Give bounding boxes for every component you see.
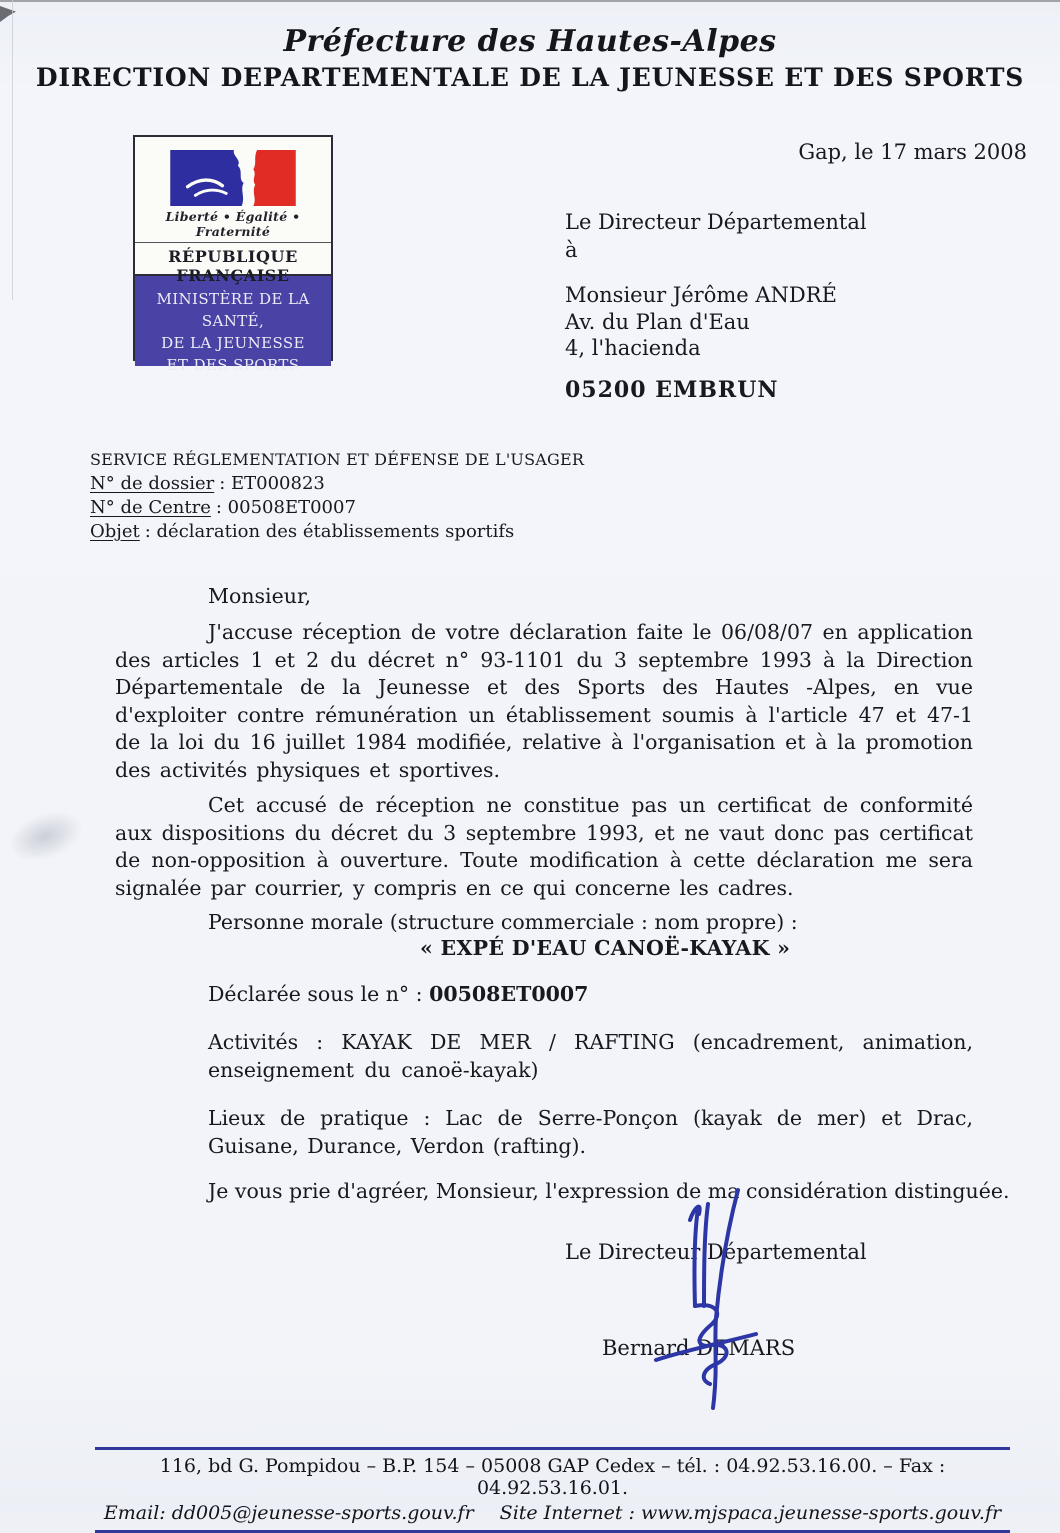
signature-title: Le Directeur Départemental	[565, 1240, 867, 1264]
marianne-flag-icon	[169, 150, 297, 206]
handwritten-signature	[652, 1186, 762, 1414]
letterhead	[0, 24, 1060, 92]
republique-francaise-logo	[135, 150, 331, 285]
prefecture-title: Préfecture des Hautes-Alpes	[283, 24, 777, 59]
objet-line	[90, 521, 514, 542]
footer-email: Email: dd005@jeunesse-sports.gouv.fr	[103, 1502, 474, 1524]
personne-morale-value: « EXPÉ D'EAU CANOË-KAYAK »	[420, 936, 791, 960]
scan-corner-mark	[0, 6, 16, 22]
closing-line: Je vous prie d'agréer, Monsieur, l'expression de ma considération distinguée.	[208, 1179, 1010, 1203]
government-logo-block	[133, 135, 333, 374]
dossier-value: : ET000823	[219, 473, 325, 494]
declaree-line	[208, 981, 588, 1009]
centre-value: : 00508ET0007	[215, 497, 356, 518]
footer-address-line: 116, bd G. Pompidou – B.P. 154 – 05008 GAP Cedex – tél. : 04.92.53.16.00. – Fax : 04.92.53.16.01.	[159, 1455, 946, 1499]
recipient-name: Monsieur Jérôme ANDRÉ	[565, 283, 837, 307]
recipient-address-1: Av. du Plan d'Eau	[565, 310, 750, 334]
to-word: à	[565, 238, 578, 262]
motto-text: Liberté • Égalité • Fraternité	[135, 209, 331, 243]
republique-text: RÉPUBLIQUE FRANÇAISE	[168, 247, 298, 285]
ministry-line2: DE LA JEUNESSE	[161, 334, 305, 352]
date-line: Gap, le 17 mars 2008	[798, 140, 1027, 164]
paragraph-2: Cet accusé de réception ne constitue pas un certificat de conformité aux dispositions du décret du 3 septembre 1993, et ne vaut donc pas certificat de non-opposition à ouverture. Toute modification à cette déclaration me sera signalée par courrier, y compris en ce qui concerne les cadres.	[115, 793, 973, 900]
scan-top-edge	[0, 0, 1060, 2]
direction-subtitle: DIRECTION DEPARTEMENTALE DE LA JEUNESSE ET DES SPORTS	[35, 63, 1025, 92]
objet-value: : déclaration des établissements sportifs	[144, 521, 515, 542]
salutation: Monsieur,	[208, 584, 312, 608]
dossier-line	[90, 473, 325, 494]
sender-title: Le Directeur Départemental	[565, 210, 867, 234]
recipient-city: 05200 EMBRUN	[565, 377, 779, 403]
ministry-banner	[135, 274, 331, 374]
personne-morale-label: Personne morale (structure commerciale : nom propre) :	[208, 910, 798, 934]
footer-block	[95, 1447, 1010, 1533]
centre-line	[90, 497, 356, 518]
objet-label: Objet	[90, 521, 140, 542]
ministry-line3: ET DES SPORTS	[166, 356, 300, 374]
footer-website: Site Internet : www.mjspaca.jeunesse-sports.gouv.fr	[499, 1502, 1002, 1524]
footer-contact-line	[95, 1502, 1010, 1524]
declaree-number: 00508ET0007	[429, 982, 589, 1006]
ministry-line1: MINISTÈRE DE LA SANTÉ,	[156, 290, 310, 330]
centre-label: N° de Centre	[90, 497, 211, 518]
scan-smudge	[4, 799, 93, 871]
signature-name: Bernard DEMARS	[602, 1336, 796, 1360]
activites-line: Activités : KAYAK DE MER / RAFTING (encadrement, animation, enseignement du canoë-kayak)	[208, 1030, 973, 1082]
service-line: SERVICE RÉGLEMENTATION ET DÉFENSE DE L'USAGER	[90, 450, 585, 469]
declaree-label: Déclarée sous le n° :	[208, 982, 423, 1006]
lieux-line: Lieux de pratique : Lac de Serre-Ponçon (kayak de mer) et Drac, Guisane, Durance, Verdon (rafting).	[208, 1106, 973, 1158]
recipient-address-2: 4, l'hacienda	[565, 336, 701, 360]
paragraph-1: J'accuse réception de votre déclaration faite le 06/08/07 en application des articles 1 et 2 du décret n° 93-1101 du 3 septembre 1993 à la Direction Départementale de la Jeunesse et des Sports des Hautes -Alpes, en vue d'exploiter contre rémunération un établissement soumis à l'article 47 et 47-1 de la loi du 16 juillet 1984 modifiée, relative à l'organisation et à la promotion des activités physiques et sportives.	[115, 620, 973, 782]
dossier-label: N° de dossier	[90, 473, 215, 494]
